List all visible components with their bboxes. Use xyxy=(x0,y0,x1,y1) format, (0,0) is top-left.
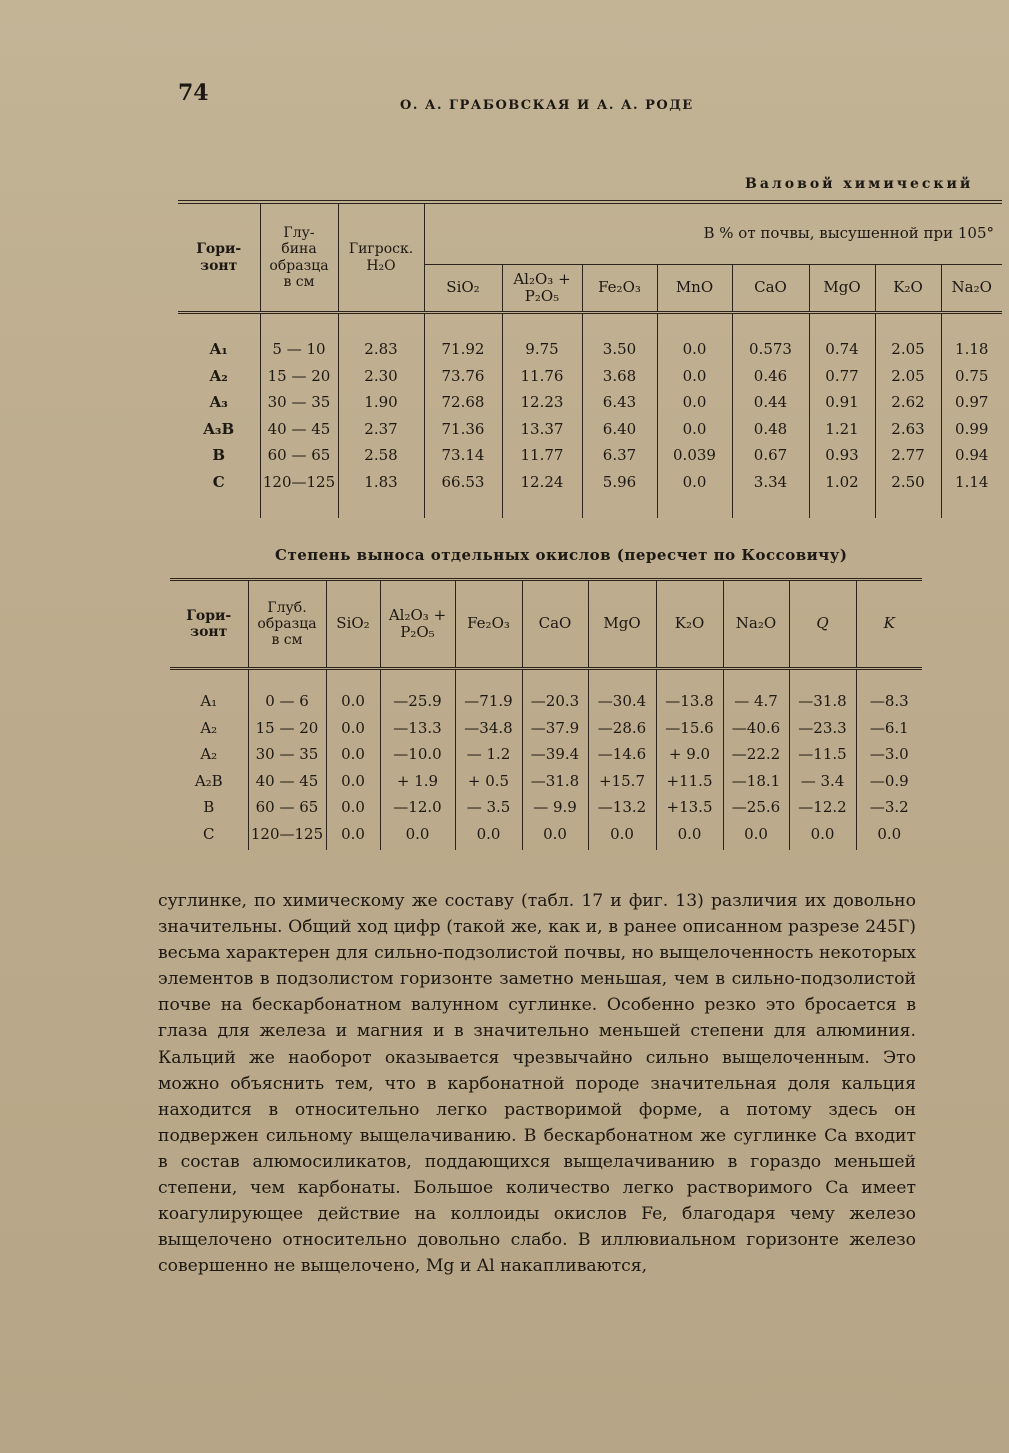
table2-caption: Степень выноса отдельных окислов (пересчет по Коссовичу) xyxy=(275,546,848,564)
table-cell: 2.62 xyxy=(891,393,925,411)
table-cell: 0.74 xyxy=(825,340,859,358)
header-oxide: CaO xyxy=(732,265,809,313)
table-cell: 2.30 xyxy=(364,366,398,385)
table-cell: 0.0 xyxy=(341,771,365,790)
table-cell: 0.0 xyxy=(543,824,567,843)
table-column xyxy=(178,313,260,519)
table-column xyxy=(455,669,522,851)
horizon-label: B xyxy=(212,446,226,464)
table-column xyxy=(856,669,922,851)
table-cell: —39.4 xyxy=(530,745,580,763)
table-cell: 6.43 xyxy=(602,393,637,411)
horizon-label: A₃B xyxy=(203,419,235,438)
table-cell: —37.9 xyxy=(530,718,580,737)
table-cell: 0.77 xyxy=(825,366,859,385)
table-cell: 12.24 xyxy=(520,472,564,491)
table-cell: 2.63 xyxy=(891,419,925,438)
table-cell: — 3.4 xyxy=(800,771,845,790)
header-column: K₂O xyxy=(656,580,723,669)
oxide-removal-table xyxy=(170,578,922,850)
table-cell: 0.039 xyxy=(673,446,716,464)
table-cell: 11.77 xyxy=(520,446,564,464)
table-cell: —34.8 xyxy=(464,718,513,737)
table-cell: 71.36 xyxy=(441,419,485,438)
table-cell: +13.5 xyxy=(666,798,713,816)
table-column xyxy=(789,669,856,851)
table-cell: 2.58 xyxy=(364,446,398,464)
horizon-label: A₁ xyxy=(209,340,228,358)
table-cell: 0.0 xyxy=(610,824,634,843)
table-cell: —28.6 xyxy=(597,718,647,737)
table-column xyxy=(326,669,380,851)
table-cell: 0.0 xyxy=(682,340,707,358)
table-cell: 72.68 xyxy=(441,393,485,411)
table-cell: 2.50 xyxy=(891,472,925,491)
page-number: 74 xyxy=(178,80,209,106)
table-cell: —15.6 xyxy=(665,718,714,737)
table-cell: —71.9 xyxy=(464,692,513,710)
table-cell: — 1.2 xyxy=(466,745,511,763)
horizon-label: A₂ xyxy=(209,366,228,385)
table-cell: 0.0 xyxy=(341,692,365,710)
header-oxide: Fe₂O₃ xyxy=(582,265,657,313)
header-oxide: Al₂O₃ + P₂O₅ xyxy=(502,265,582,313)
table-column xyxy=(338,313,424,519)
table-cell: 13.37 xyxy=(520,419,564,438)
header-hygroscopic-water: Гигроск. H₂O xyxy=(338,202,424,313)
table-cell: 0.0 xyxy=(405,824,430,843)
table-cell: 0.0 xyxy=(744,824,768,843)
table-cell: —31.8 xyxy=(530,771,580,790)
header-column: CaO xyxy=(522,580,588,669)
table-cell: —25.9 xyxy=(393,692,442,710)
table-cell: 2.83 xyxy=(364,340,398,358)
table-cell: 60 — 65 xyxy=(267,446,331,464)
header-oxide: MgO xyxy=(809,265,875,313)
body-paragraph xyxy=(158,888,916,1279)
table-cell: —11.5 xyxy=(798,745,847,763)
header-column: Fe₂O₃ xyxy=(455,580,522,669)
table-cell: —23.3 xyxy=(798,718,847,737)
table-cell: +15.7 xyxy=(599,771,645,790)
table-cell: 40 — 45 xyxy=(255,771,319,790)
table-column xyxy=(170,669,248,851)
running-head: О. А. ГРАБОВСКАЯ И А. А. РОДЕ xyxy=(400,98,694,113)
table-cell: 73.14 xyxy=(441,446,485,464)
table-cell: 73.76 xyxy=(441,366,485,385)
table-cell: —22.2 xyxy=(731,745,781,763)
table-cell: 66.53 xyxy=(441,472,485,491)
table1-caption: Валовой химический xyxy=(745,176,974,192)
header-oxide: SiO₂ xyxy=(424,265,502,313)
table-cell: 5 — 10 xyxy=(272,340,326,358)
table-cell: 0.573 xyxy=(749,340,792,358)
header-column: Q xyxy=(789,580,856,669)
table-column xyxy=(424,313,502,519)
table-cell: 3.50 xyxy=(602,340,637,358)
table-cell: —31.8 xyxy=(798,692,847,710)
table-column xyxy=(522,669,588,851)
table-cell: 0.67 xyxy=(753,446,788,464)
horizon-label: C xyxy=(212,472,225,491)
table-cell: —30.4 xyxy=(597,692,647,710)
table-cell: 3.68 xyxy=(602,366,637,385)
table-cell: 11.76 xyxy=(520,366,564,385)
header-column: MgO xyxy=(588,580,656,669)
horizon-label: A₂ xyxy=(200,718,218,737)
header-oxide: MnO xyxy=(657,265,732,313)
table-cell: 0.0 xyxy=(877,824,902,843)
table-cell: +11.5 xyxy=(666,771,713,790)
table-cell: —3.0 xyxy=(869,745,909,763)
table-cell: 1.83 xyxy=(364,472,398,491)
table-cell: 30 — 35 xyxy=(255,745,319,763)
header-column: Al₂O₃ + P₂O₅ xyxy=(380,580,455,669)
table-cell: 6.37 xyxy=(602,446,637,464)
table-cell: —8.3 xyxy=(869,692,909,710)
table-cell: 0.0 xyxy=(341,824,365,843)
horizon-label: A₂ xyxy=(200,745,218,763)
header-column: K xyxy=(856,580,922,669)
table-cell: 12.23 xyxy=(520,393,564,411)
table-column xyxy=(588,669,656,851)
table-column xyxy=(875,313,941,519)
table-cell: —0.9 xyxy=(869,771,909,790)
horizon-label: A₃ xyxy=(209,393,228,411)
table-cell: 0.48 xyxy=(753,419,788,438)
table-cell: —14.6 xyxy=(597,745,647,763)
table-cell: 2.05 xyxy=(891,366,925,385)
table-cell: 0 — 6 xyxy=(265,692,309,710)
table-cell: 0.91 xyxy=(825,393,859,411)
table-cell: 0.94 xyxy=(955,446,989,464)
table-cell: 71.92 xyxy=(441,340,485,358)
table-cell: 0.0 xyxy=(682,393,707,411)
table-cell: 0.44 xyxy=(753,393,788,411)
paragraph-text: суглинке, по химическому же составу (табл. 17 и фиг. 13) различия их довольно значительны. Общий ход цифр (такой же, как и, в ранее описанном разрезе 245Г) весьма характерен для сильно-подзолистой почвы, но выщелоченность некоторых элементов в подзолистом горизонте заметно меньшая, чем в сильно-подзолистой почве на бескарбонатном валунном суглинке. Особенно резко это бросается в глаза для железа и магния и в значительно меньшей степени для алюминия. Кальций же наоборот оказывается чрезвычайно сильно выщелоченным. Это можно объяснить тем, что в карбонатной породе значительная доля кальция находится в относительно легко растворимой форме, а потому здесь он подвержен сильному выщелачиванию. В бескарбонатном же суглинке Са входит в состав алюмосиликатов, поддающихся выщелачиванию в гораздо меньшей степени, чем карбонаты. Большое количество легко растворимого Са имеет коагулирующее действие на коллоиды окислов Fe, благодаря чему железо выщелочено относительно довольно слабо. В иллювиальном горизонте железо совершенно не выщелочено, Mg и Al накапливаются, xyxy=(158,891,916,1277)
table-column xyxy=(657,313,732,519)
table-cell: —12.2 xyxy=(798,798,847,816)
table-cell: 0.0 xyxy=(682,472,707,491)
table-cell: 9.75 xyxy=(525,340,559,358)
table-cell: 0.0 xyxy=(476,824,501,843)
table-cell: 1.18 xyxy=(955,340,989,358)
header-horizon: Гори- зонт xyxy=(196,241,242,274)
horizon-label: B xyxy=(203,798,215,816)
horizon-label: A₂B xyxy=(194,771,223,790)
table-cell: 2.37 xyxy=(364,419,398,438)
table-cell: 60 — 65 xyxy=(255,798,319,816)
table-cell: 30 — 35 xyxy=(267,393,331,411)
table-column xyxy=(656,669,723,851)
header-oxide: K₂O xyxy=(875,265,941,313)
table-cell: + 9.0 xyxy=(668,745,711,763)
horizon-label: A₁ xyxy=(200,692,218,710)
table-cell: —10.0 xyxy=(393,745,442,763)
table-cell: 3.34 xyxy=(753,472,788,491)
table-cell: — 9.9 xyxy=(533,798,577,816)
table-cell: 15 — 20 xyxy=(255,718,319,737)
table-cell: 1.14 xyxy=(955,472,989,491)
table-cell: 1.21 xyxy=(825,419,859,438)
table-cell: 0.75 xyxy=(955,366,989,385)
table-cell: —25.6 xyxy=(731,798,781,816)
table-cell: —3.2 xyxy=(869,798,909,816)
table-column xyxy=(732,313,809,519)
table-cell: —13.8 xyxy=(665,692,714,710)
table-cell: —20.3 xyxy=(530,692,580,710)
table-column xyxy=(723,669,789,851)
table-cell: — 3.5 xyxy=(466,798,511,816)
table-cell: 120—125 xyxy=(250,824,324,843)
table-cell: —6.1 xyxy=(869,718,909,737)
header-column: Na₂O xyxy=(723,580,789,669)
table-cell: 0.0 xyxy=(341,718,365,737)
table-cell: 0.0 xyxy=(341,745,365,763)
table-cell: 0.97 xyxy=(955,393,989,411)
header-column: SiO₂ xyxy=(326,580,380,669)
table-cell: 0.0 xyxy=(810,824,835,843)
table-cell: 0.0 xyxy=(341,798,365,816)
table-cell: 0.0 xyxy=(682,419,707,438)
chemical-composition-table xyxy=(178,200,1002,518)
table-cell: 2.05 xyxy=(891,340,925,358)
table-column xyxy=(502,313,582,519)
table-cell: 5.96 xyxy=(602,472,637,491)
table-cell: + 0.5 xyxy=(467,771,510,790)
header-percent-group: В % от почвы, высушенной при 105° xyxy=(424,202,1002,265)
table-column xyxy=(248,669,326,851)
table-cell: 1.90 xyxy=(364,393,398,411)
table-cell: + 1.9 xyxy=(396,771,439,790)
table-cell: 6.40 xyxy=(602,419,637,438)
table-column xyxy=(941,313,1002,519)
table-column xyxy=(380,669,455,851)
table-cell: —12.0 xyxy=(393,798,442,816)
table-column xyxy=(260,313,338,519)
table-cell: 2.77 xyxy=(891,446,925,464)
header-column: Глуб. образца в см xyxy=(248,580,326,669)
table-cell: 1.02 xyxy=(825,472,859,491)
table-cell: 120—125 xyxy=(262,472,336,491)
table-cell: — 4.7 xyxy=(734,692,778,710)
table-cell: 0.46 xyxy=(753,366,788,385)
table-cell: 0.0 xyxy=(677,824,702,843)
table-cell: —40.6 xyxy=(731,718,781,737)
table-cell: —18.1 xyxy=(731,771,781,790)
header-oxide: Na₂O xyxy=(941,265,1002,313)
table-cell: 0.0 xyxy=(682,366,707,385)
header-column: Гори- зонт xyxy=(186,607,232,640)
table-cell: 0.93 xyxy=(825,446,859,464)
table-column xyxy=(809,313,875,519)
table-cell: —13.2 xyxy=(597,798,647,816)
table-cell: 0.99 xyxy=(955,419,989,438)
table-column xyxy=(582,313,657,519)
header-depth: Глу- бина образца в см xyxy=(260,202,338,313)
horizon-label: C xyxy=(203,824,215,843)
table-cell: 40 — 45 xyxy=(267,419,331,438)
table-cell: —13.3 xyxy=(393,718,442,737)
table-cell: 15 — 20 xyxy=(267,366,331,385)
